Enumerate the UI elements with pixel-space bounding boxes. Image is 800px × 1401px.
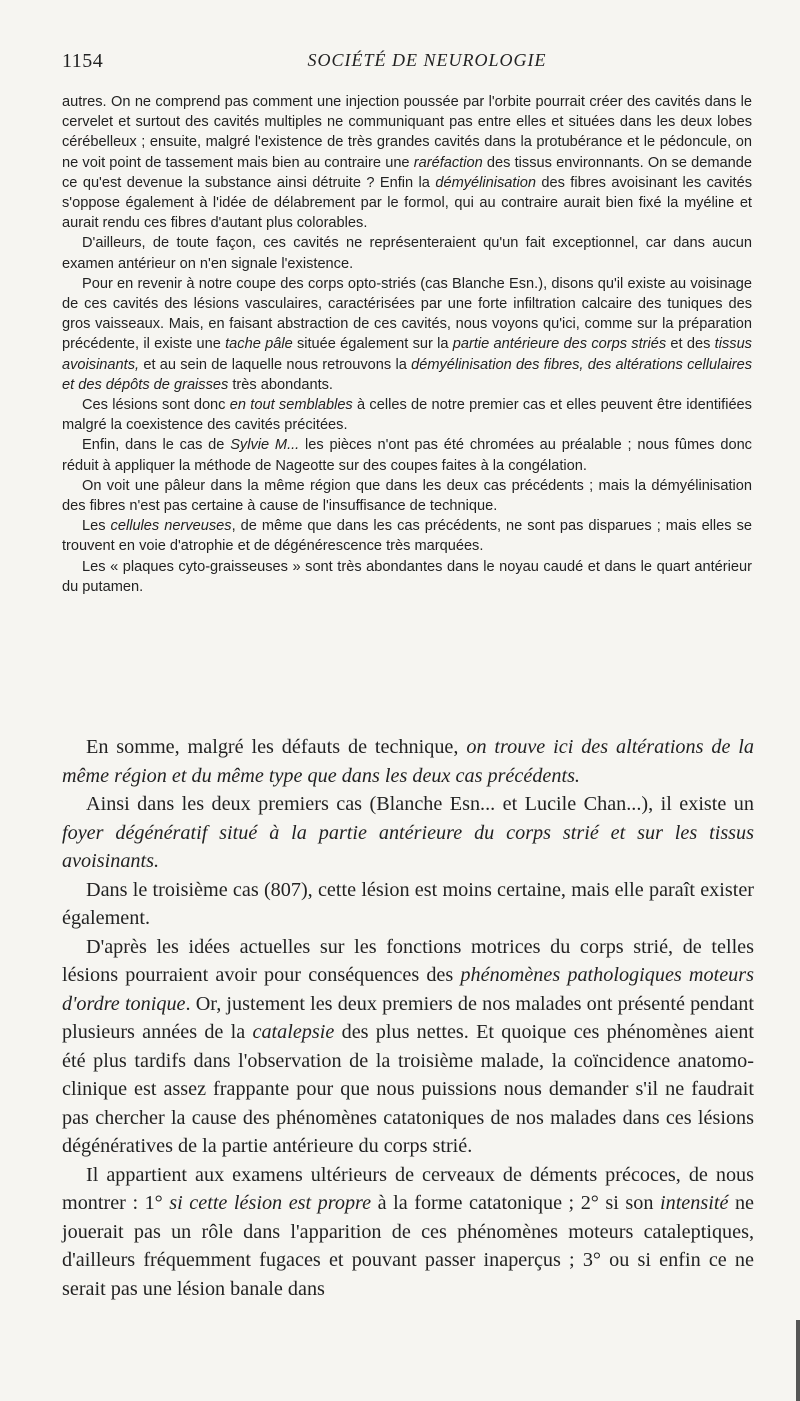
paragraph: On voit une pâleur dans la même région que dans les deux cas précédents ; mais la démyélinisation des fibres n'est pas certaine à cause de l'insuffisance de technique. — [62, 477, 752, 515]
paragraph: Il appartient aux examens ultérieurs de cerveaux de déments précoces, de nous montrer : 1° si cette lésion est propre à la forme catatonique ; 2° si son intensité ne jouerait pas un rôle dans l'apparition de ces phénomènes moteurs cataleptiques, d'ailleurs fréquemment fugaces et pouvant passer inaperçus ; 3° ou si enfin ce ne serait pas une lésion banale dans — [62, 1163, 754, 1300]
paragraph: D'après les idées actuelles sur les fonctions motrices du corps strié, de telles lésions pourraient avoir pour conséquences des phénomènes pathologiques moteurs d'ordre tonique. Or, justement les deux premiers de nos malades ont présenté pendant plusieurs années de la catalepsie des plus nettes. Et quoique ces phénomènes aient été plus tardifs dans l'observation de la troisième malade, la coïncidence anatomo-clinique est assez frappante pour que nous puissions nous demander s'il ne faudrait pas chercher la cause des phénomènes catatoniques de nos malades dans ces lésions dégénératives de la partie antérieure du corps strié. — [62, 935, 754, 1157]
paragraph: En somme, malgré les défauts de technique, on trouve ici des altérations de la même région et du même type que dans les deux cas précédents. — [62, 736, 754, 787]
paragraph: Ces lésions sont donc en tout semblables à celles de notre premier cas et elles peuvent être identifiées malgré la coexistence des cavités précitées. — [62, 397, 752, 434]
paragraph: D'ailleurs, de toute façon, ces cavités ne représenteraient qu'un fait exceptionnel, car dans aucun examen antérieur on n'en signale l'existence. — [62, 235, 752, 272]
paragraph: Dans le troisième cas (807), cette lésion est moins certaine, mais elle paraît exister également. — [62, 878, 754, 929]
paragraph: Les « plaques cyto-graisseuses » sont très abondantes dans le noyau caudé et dans le quart antérieur du putamen. — [62, 558, 752, 595]
paragraph: autres. On ne comprend pas comment une injection poussée par l'orbite pourrait créer des cavités dans le cervelet et surtout des cavités multiples ne communiquant pas entre elles et situées dans les deux lobes cérébelleux ; ensuite, malgré l'existence de très grandes cavités dans la protubérance et le pédoncule, on ne voit point de tassement mais bien au contraire une raréfaction des tissus environnants. On se demande ce qu'est devenue la substance ainsi détruite ? Enfin la démyélinisation des fibres avoisinant les cavités s'oppose également à l'idée de délabrement par le formol, qui au contraire aurait bien fixé la myéline et aurait rendu ces fibres d'autant plus colorables. — [62, 94, 753, 232]
page-number: 1154 — [62, 50, 104, 72]
small-print-section — [62, 92, 752, 597]
paragraph: Pour en revenir à notre coupe des corps opto-striés (cas Blanche Esn.), disons qu'il existe au voisinage de ces cavités des lésions vasculaires, caractérisées par une forte infiltration calcaire des tuniques des gros vaisseaux. Mais, en faisant abstraction de ces cavités, nous voyons qu'ici, comme sur la préparation précédente, il existe une tache pâle située également sur la partie antérieure des corps striés et des tissus avoisinants, et au sein de laquelle nous retrouvons la démyélinisation des fibres, des altérations cellulaires et des dépôts de graisses très abondants. — [62, 275, 752, 393]
page-header — [62, 50, 752, 78]
paragraph: Enfin, dans le cas de Sylvie M... les pièces n'ont pas été chromées au préalable ; nous fûmes donc réduit à appliquer la méthode de Nageotte sur des coupes faites à la congélation. — [62, 437, 752, 474]
scan-edge-mark — [796, 1320, 800, 1401]
main-text-section — [62, 733, 754, 1303]
paragraph: Ainsi dans les deux premiers cas (Blanche Esn... et Lucile Chan...), il existe un foyer dégénératif situé à la partie antérieure du corps strié et sur les tissus avoisinants. — [62, 793, 754, 872]
running-title: SOCIÉTÉ DE NEUROLOGIE — [307, 50, 547, 70]
paragraph: Les cellules nerveuses, de même que dans les cas précédents, ne sont pas disparues ; mais elles se trouvent en voie d'atrophie et de dégénérescence très marquées. — [62, 518, 752, 555]
